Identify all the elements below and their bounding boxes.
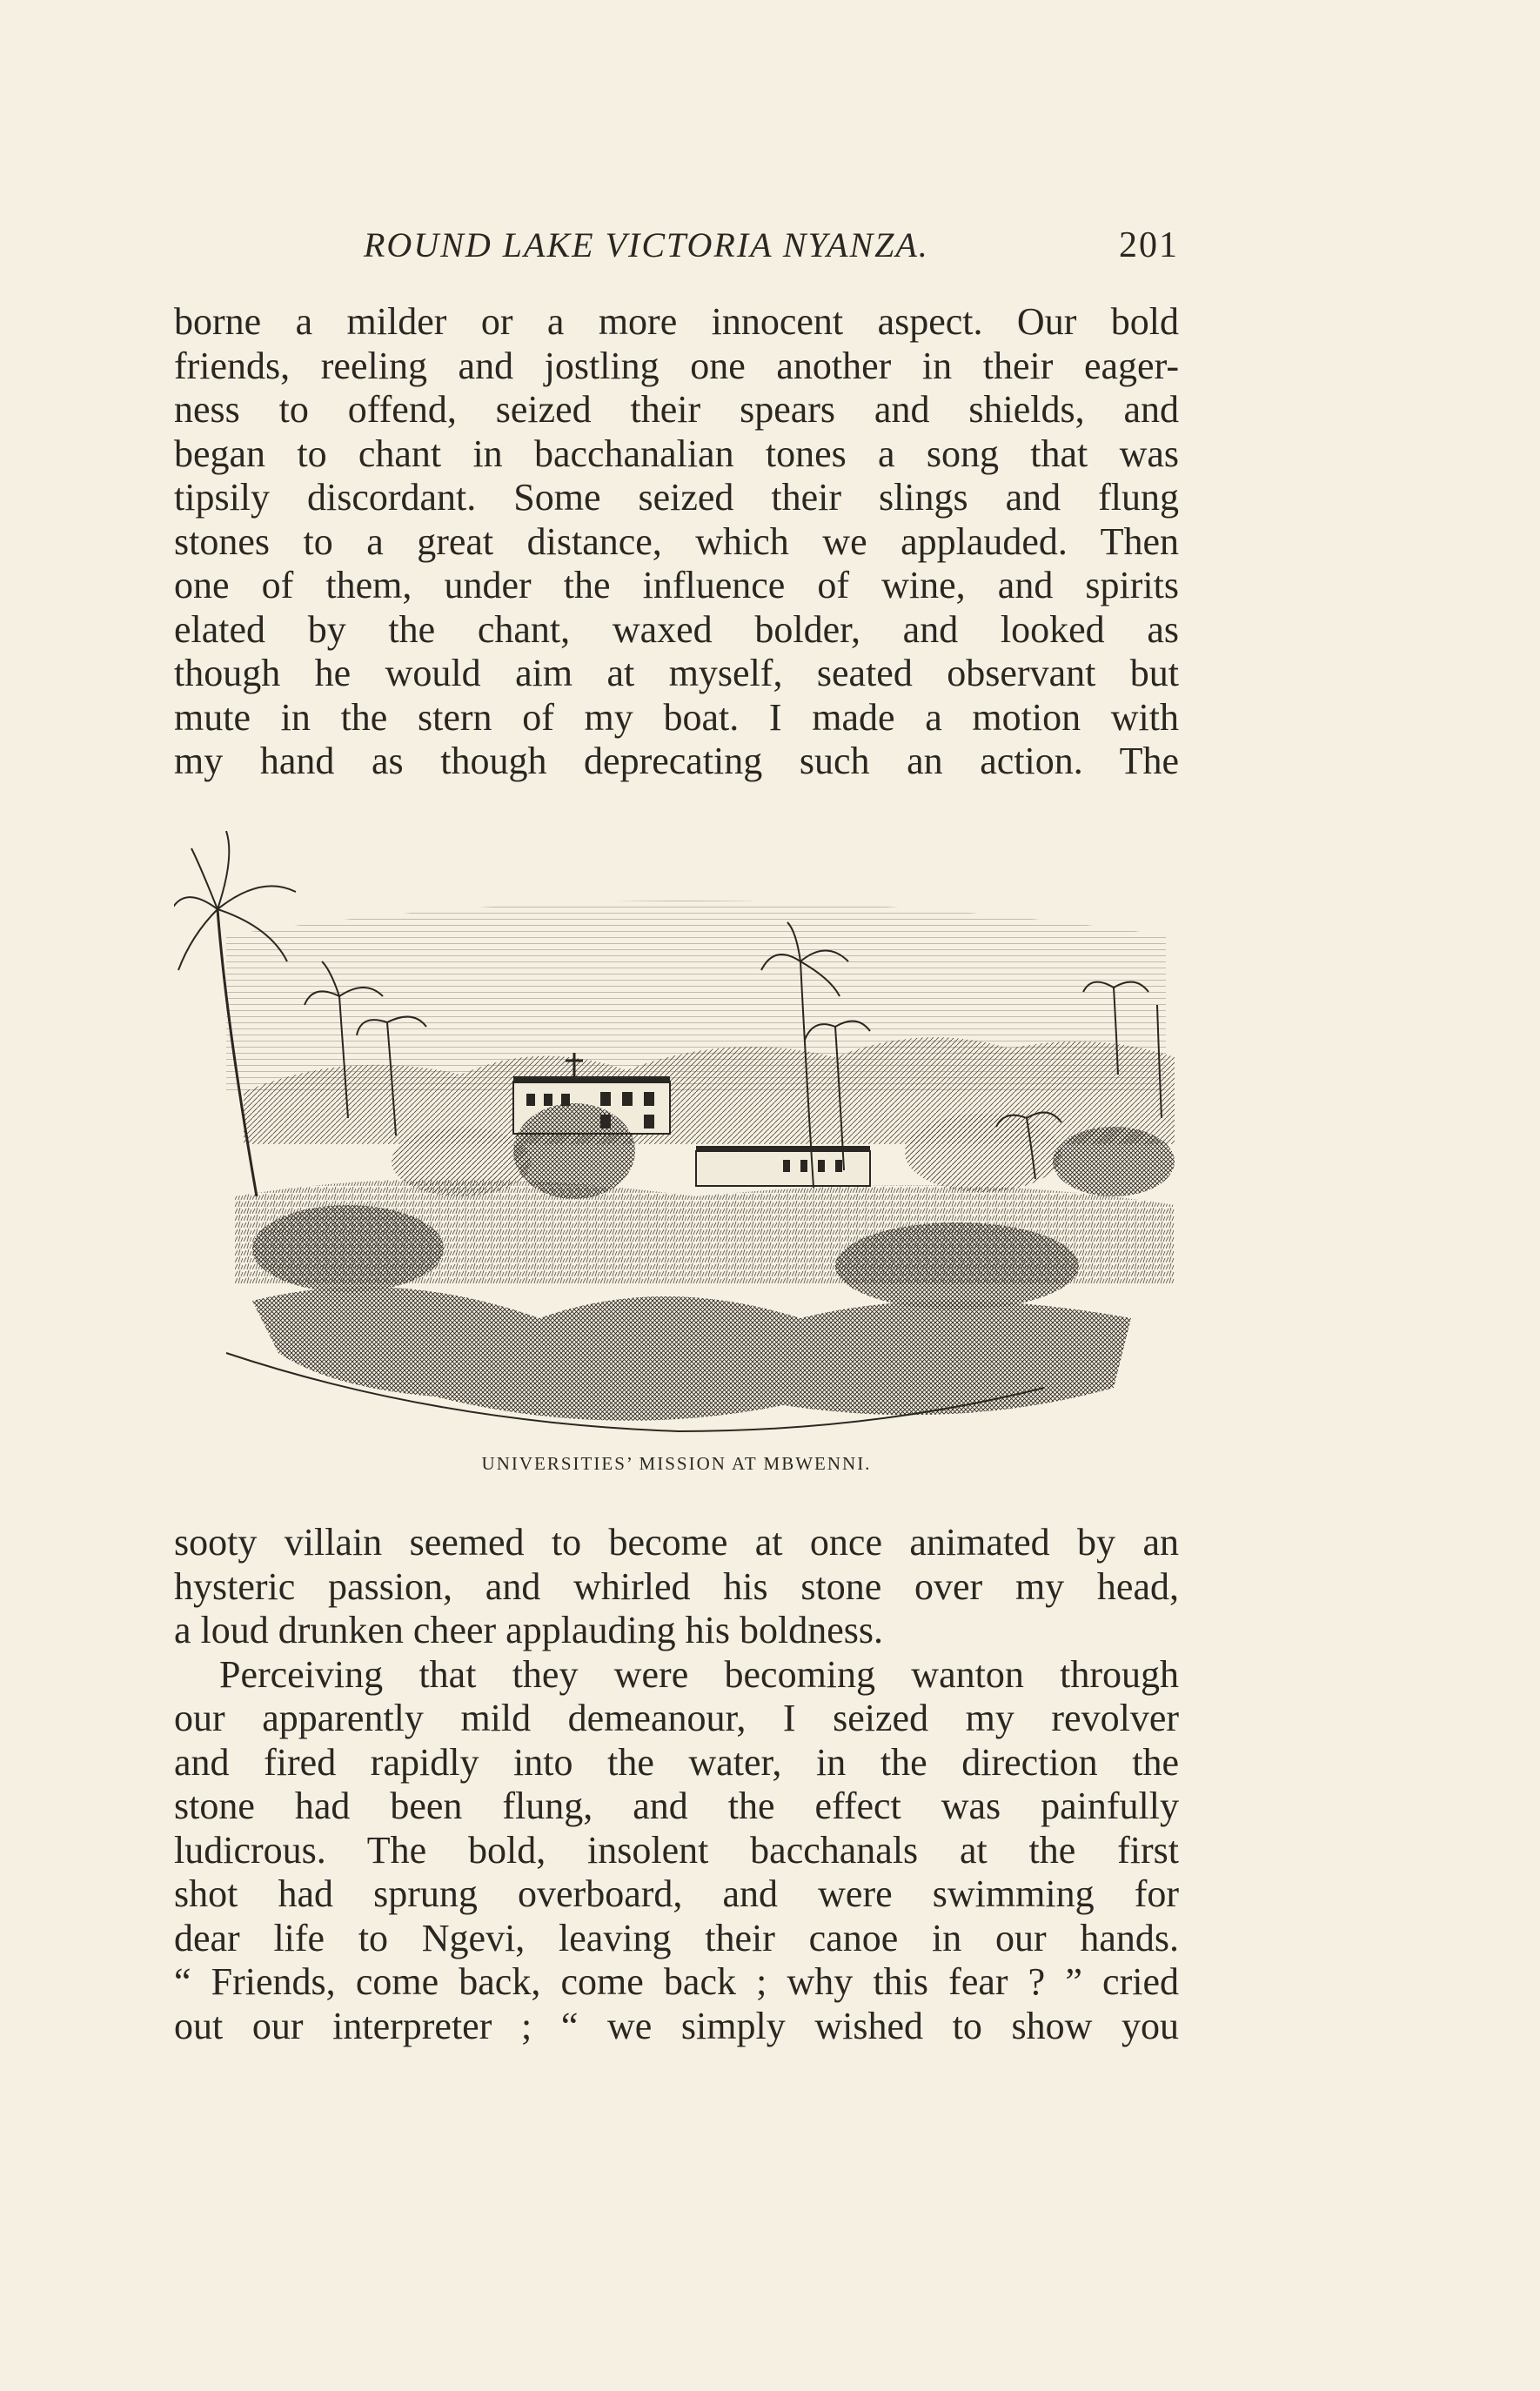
text-line: a loud drunken cheer applauding his boldness. <box>174 1609 884 1651</box>
text-line: friends, reeling and jostling one another in their eager- <box>174 344 1179 387</box>
text-line: Perceiving that they were becoming wanton through <box>219 1652 1179 1696</box>
text-line: borne a milder or a more innocent aspect. Our bold <box>174 300 1179 343</box>
text-line: tipsily discordant. Some seized their slings and flung <box>174 476 1179 519</box>
mission-engraving <box>174 831 1183 1440</box>
text-line: began to chant in bacchanalian tones a song that was <box>174 432 1179 475</box>
text-line: sooty villain seemed to become at once animated by an <box>174 1521 1179 1564</box>
text-line: “ Friends, come back, come back ; why this fear ? ” cried <box>174 1960 1179 2003</box>
text-line: out our interpreter ; “ we simply wished to show you <box>174 2004 1179 2047</box>
page-number: 201 <box>1119 225 1179 265</box>
paragraph-top <box>174 300 1179 784</box>
text-line: one of them, under the influence of wine, and spirits <box>174 564 1179 606</box>
illustration-caption: UNIVERSITIES’ MISSION AT MBWENNI. <box>481 1453 872 1474</box>
text-line: though he would aim at myself, seated observant but <box>174 652 1179 694</box>
text-line: hysteric passion, and whirled his stone over my head, <box>174 1564 1179 1608</box>
text-line: dear life to Ngevi, leaving their canoe in our hands. <box>174 1916 1179 1959</box>
text-line: stone had been flung, and the effect was painfully <box>174 1785 1179 1827</box>
running-title: ROUND LAKE VICTORIA NYANZA. <box>364 225 929 265</box>
text-line: and fired rapidly into the water, in the direction the <box>174 1740 1179 1784</box>
text-line: stones to a great distance, which we applauded. Then <box>174 519 1179 563</box>
text-line: my hand as though deprecating such an action. The <box>174 740 1179 782</box>
text-line: shot had sprung overboard, and were swimming for <box>174 1872 1179 1915</box>
text-line: elated by the chant, waxed bolder, and looked as <box>174 607 1179 651</box>
paragraph-bottom <box>174 1521 1179 2048</box>
running-head <box>174 224 1179 277</box>
text-line: mute in the stern of my boat. I made a motion with <box>174 695 1179 739</box>
text-line: ness to offend, seized their spears and shields, and <box>174 388 1179 431</box>
text-line: ludicrous. The bold, insolent bacchanals at the first <box>174 1828 1179 1872</box>
text-line: our apparently mild demeanour, I seized my revolver <box>174 1697 1179 1739</box>
